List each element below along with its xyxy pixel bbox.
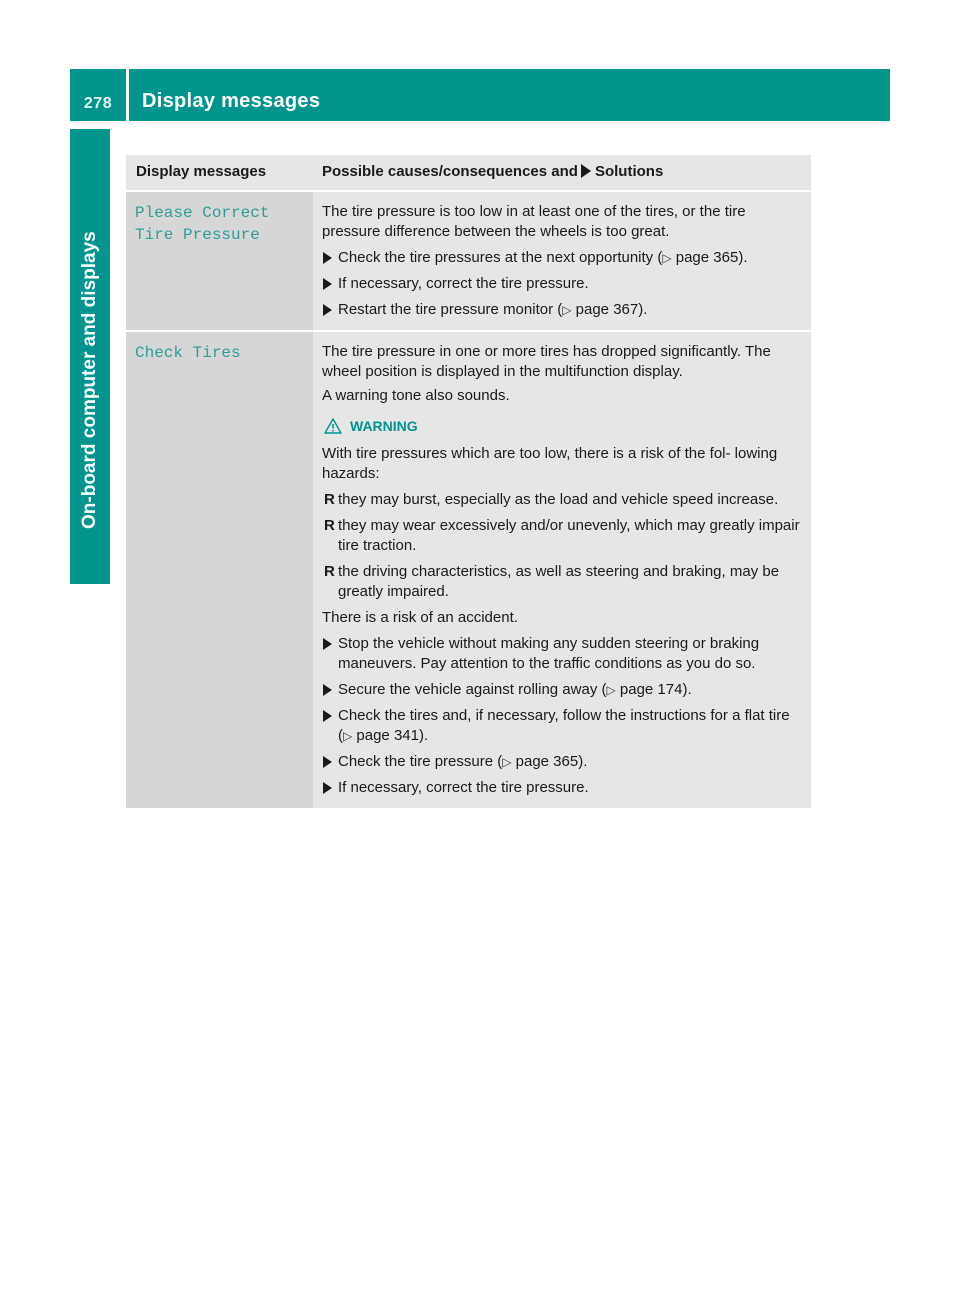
step-text: Secure the vehicle against rolling away ( [338, 681, 607, 698]
page-pointer-icon: ▷ [343, 729, 353, 743]
header-divider [126, 69, 129, 121]
message-cell [126, 331, 313, 808]
cause-text: The tire pressure is too low in at least one of the tires, or the tire pressure difference between the wheels is too great. [322, 203, 746, 240]
hazard-item [322, 490, 803, 510]
description-cell [313, 331, 811, 808]
side-tab-label-wrap [70, 129, 110, 529]
page-ref-link[interactable]: page 367 [575, 301, 639, 318]
solution-step [322, 248, 803, 268]
table-header-row [126, 155, 811, 191]
step-arrow-icon [323, 252, 332, 264]
solution-step [322, 274, 803, 294]
display-messages-table [126, 155, 811, 808]
solution-step [322, 634, 803, 674]
step-text: Check the tires and, if necessary, follow the instructions for a flat tire ( [338, 707, 790, 744]
warning-text: With tire pressures which are too low, there is a risk of the fol- lowing hazards: [322, 445, 778, 482]
solution-step [322, 778, 803, 798]
step-text: Check the tire pressure ( [338, 753, 503, 770]
page-number: 278 [83, 95, 113, 112]
step-end: ). [418, 727, 429, 744]
description-cell [313, 191, 811, 331]
step-end: ). [578, 753, 588, 770]
step-text: Restart the tire pressure monitor ( [338, 301, 563, 318]
cause-text: A warning tone also sounds. [322, 387, 510, 404]
bullet-r-icon: R [324, 517, 335, 534]
solution-step [322, 706, 803, 746]
hazard-item [322, 516, 803, 556]
warning-label: WARNING [350, 418, 418, 434]
display-message: Please Correct Tire Pressure [135, 204, 270, 244]
step-text: Check the tire pressures at the next opportunity ( [338, 249, 663, 266]
hazard-text: they may wear excessively and/or unevenly, which may greatly impair tire traction. [338, 517, 800, 554]
step-text: Stop the vehicle without making any sudden steering or braking maneuvers. Pay attention to the traffic conditions as you do so. [338, 635, 760, 672]
page-pointer-icon: ▷ [662, 251, 672, 265]
side-tab-label: On-board computer and displays [79, 231, 100, 529]
warning-icon [324, 418, 342, 434]
warning-heading [322, 416, 803, 436]
solution-step [322, 680, 803, 700]
table-row [126, 331, 811, 808]
step-arrow-icon [323, 304, 332, 316]
col-header-solutions-text: Solutions [594, 163, 664, 180]
page-ref-link[interactable]: page 174 [619, 681, 683, 698]
step-end: ). [682, 681, 692, 698]
page-pointer-icon: ▷ [502, 755, 512, 769]
step-text: If necessary, correct the tire pressure. [338, 779, 589, 796]
step-end: ). [738, 249, 748, 266]
solution-step [322, 300, 803, 320]
page-ref-link[interactable]: page 365 [675, 249, 739, 266]
bullet-r-icon: R [324, 491, 335, 508]
hazard-item [322, 562, 803, 602]
page-ref-link[interactable]: page 365 [515, 753, 579, 770]
step-arrow-icon [323, 684, 332, 696]
step-arrow-icon [323, 278, 332, 290]
message-cell [126, 191, 313, 331]
page-title: Display messages [142, 90, 321, 112]
risk-text: There is a risk of an accident. [322, 609, 518, 626]
step-text: If necessary, correct the tire pressure. [338, 275, 589, 292]
step-arrow-icon [323, 756, 332, 768]
arrow-right-icon [581, 164, 591, 178]
hazard-text: the driving characteristics, as well as steering and braking, may be greatly impaired. [338, 563, 780, 600]
display-message: Check Tires [135, 344, 241, 362]
step-arrow-icon [323, 638, 332, 650]
step-end: ). [638, 301, 648, 318]
hazard-text: they may burst, especially as the load and vehicle speed increase. [338, 491, 779, 508]
col-header-causes [313, 155, 811, 191]
step-arrow-icon [323, 710, 332, 722]
table-row [126, 191, 811, 331]
solution-step [322, 752, 803, 772]
page-ref-link[interactable]: page 341 [356, 727, 419, 744]
col-header-messages: Display messages [126, 155, 313, 191]
page-pointer-icon: ▷ [562, 303, 572, 317]
bullet-r-icon: R [324, 563, 335, 580]
step-arrow-icon [323, 782, 332, 794]
col-header-causes-text: Possible causes/consequences and [322, 163, 578, 180]
page-pointer-icon: ▷ [606, 683, 616, 697]
cause-text: The tire pressure in one or more tires has dropped significantly. The wheel position is displayed in the multifunction display. [322, 343, 771, 380]
